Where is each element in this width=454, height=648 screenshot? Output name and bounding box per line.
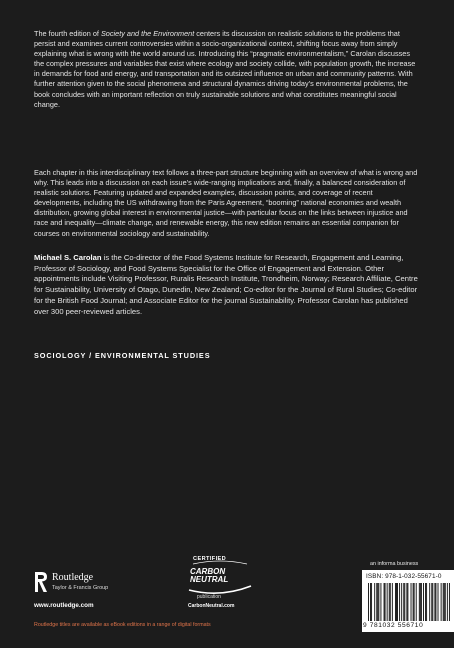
routledge-r-icon — [34, 571, 48, 593]
blurb-text: The fourth edition of — [34, 29, 101, 38]
badge-brand — [190, 568, 228, 584]
author-name: Michael S. Carolan — [34, 253, 102, 262]
barcode-bar — [416, 583, 417, 621]
barcode-bar — [380, 583, 381, 621]
barcode-bar — [444, 583, 445, 621]
barcode-bar — [443, 583, 444, 621]
barcode-bar — [377, 583, 378, 621]
blurb-paragraph-1 — [34, 29, 422, 110]
barcode-bar — [396, 583, 397, 621]
barcode-bar — [387, 583, 388, 621]
barcode-bar — [406, 583, 407, 621]
informa-label: an informa business — [370, 561, 419, 567]
barcode-bar — [385, 583, 386, 621]
barcode-bar — [441, 583, 442, 621]
book-title: Society and the Environment — [100, 29, 195, 38]
badge-site: CarbonNeutral.com — [188, 603, 235, 609]
barcode-bar — [378, 583, 379, 621]
publisher-group: Taylor & Francis Group — [52, 585, 109, 591]
barcode-bar — [403, 583, 404, 621]
author-bio — [34, 253, 422, 317]
barcode-bar — [411, 583, 412, 621]
barcode-bar — [432, 583, 433, 621]
isbn-text: ISBN: 978-1-032-55671-0 — [366, 573, 442, 580]
barcode-bar — [431, 583, 432, 621]
barcode-bar — [429, 583, 430, 621]
author-bio-text: is the Co-director of the Food Systems Institute for Research, Engagement and Learning, Professor of Sociology, and Food Systems Specialist for the Office of Engagement and Extension. Other appointments include Visiting Professor, Ruralis Research Institute, Trondheim, Norway; Research Affiliate, Centre for Sustainability, University of Otago, Dunedin, New Zealand; Co-editor for the Journal of Rural Studies; Co-editor for the British Food Journal; and Associate Editor for the journal Sustainability. Professor Carolan has published over 300 peer-reviewed articles. — [34, 253, 418, 316]
barcode-bar — [384, 583, 385, 621]
barcode-bar — [414, 583, 415, 621]
barcode-bar — [423, 583, 424, 621]
barcode-bar — [434, 583, 435, 621]
publisher-website[interactable]: www.routledge.com — [34, 602, 94, 609]
blurb-text: centers its discussion on realistic solutions to the problems that persist and examines current controversies within a socio-organizational context, shifting focus away from simply explaining what is wrong with the world around us. Introducing this “pragmatic environmentalism,” Carolan discusses the complex pressures and variables that exist where ecology and society collide, with population growth, the increase in demands for food and energy, and transportation and its outsized influence on urban and community patterns. With further attention given to the social phenomena and structural dynamics driving today’s environmental problems, the book concludes with an important reflection on truly sustainable solutions and what constitutes meaningful social change. — [34, 29, 416, 109]
barcode-bar — [368, 583, 369, 621]
barcode-bar — [404, 583, 405, 621]
barcode-bar — [438, 583, 439, 621]
barcode-bar — [447, 583, 448, 621]
barcode-bar — [392, 583, 393, 621]
publisher-name: Routledge — [52, 572, 94, 583]
isbn-barcode — [362, 570, 454, 632]
barcode-bar — [407, 583, 408, 621]
barcode-bar — [435, 583, 436, 621]
barcode-bar — [374, 583, 375, 621]
badge-brand-line2: NEUTRAL — [190, 575, 229, 584]
barcode-bar — [395, 583, 396, 621]
barcode-bar — [399, 583, 400, 621]
barcode-bar — [420, 583, 421, 621]
barcode-bar — [419, 583, 420, 621]
ebook-note: Routledge titles are available as eBook editions in a range of digital formats — [34, 622, 211, 628]
barcode-bar — [425, 583, 426, 621]
blurb-paragraph-2: Each chapter in this interdisciplinary text follows a three-part structure beginning with an overview of what is wrong and why. This leads into a discussion on each issue’s wide-ranging implications and, finally, a balanced consideration of realistic solutions. Featuring updated and expanded examples, discussion points, and coverage of recent developments, including the US withdrawing from the Paris Agreement, “booming” national economies and wealth distribution, growing global interest in environmental justice—with particular focus on the links between injustice and race and inequality—climate change, and renewable energy, this new edition remains an essential companion for courses on environmental sociology and sustainability. — [34, 168, 418, 238]
barcode-bar — [426, 583, 427, 621]
carbon-neutral-badge — [183, 556, 257, 618]
routledge-logo — [34, 571, 154, 597]
barcode-bar — [389, 583, 390, 621]
barcode-bar — [413, 583, 414, 621]
badge-publication: publication — [197, 594, 221, 600]
barcode-bar — [449, 583, 450, 621]
barcode-digits: 9 781032 556710 — [363, 622, 424, 629]
barcode-bars — [368, 583, 450, 621]
barcode-bar — [445, 583, 446, 621]
barcode-bar — [376, 583, 377, 621]
barcode-bar — [401, 583, 402, 621]
subject-category: SOCIOLOGY / ENVIRONMENTAL STUDIES — [34, 351, 211, 360]
badge-certified: CERTIFIED — [193, 556, 227, 562]
badge-brand-line1: CARBON — [190, 567, 226, 576]
barcode-bar — [371, 583, 372, 621]
barcode-bar — [370, 583, 371, 621]
barcode-bar — [390, 583, 391, 621]
barcode-bar — [397, 583, 398, 621]
barcode-bar — [421, 583, 422, 621]
